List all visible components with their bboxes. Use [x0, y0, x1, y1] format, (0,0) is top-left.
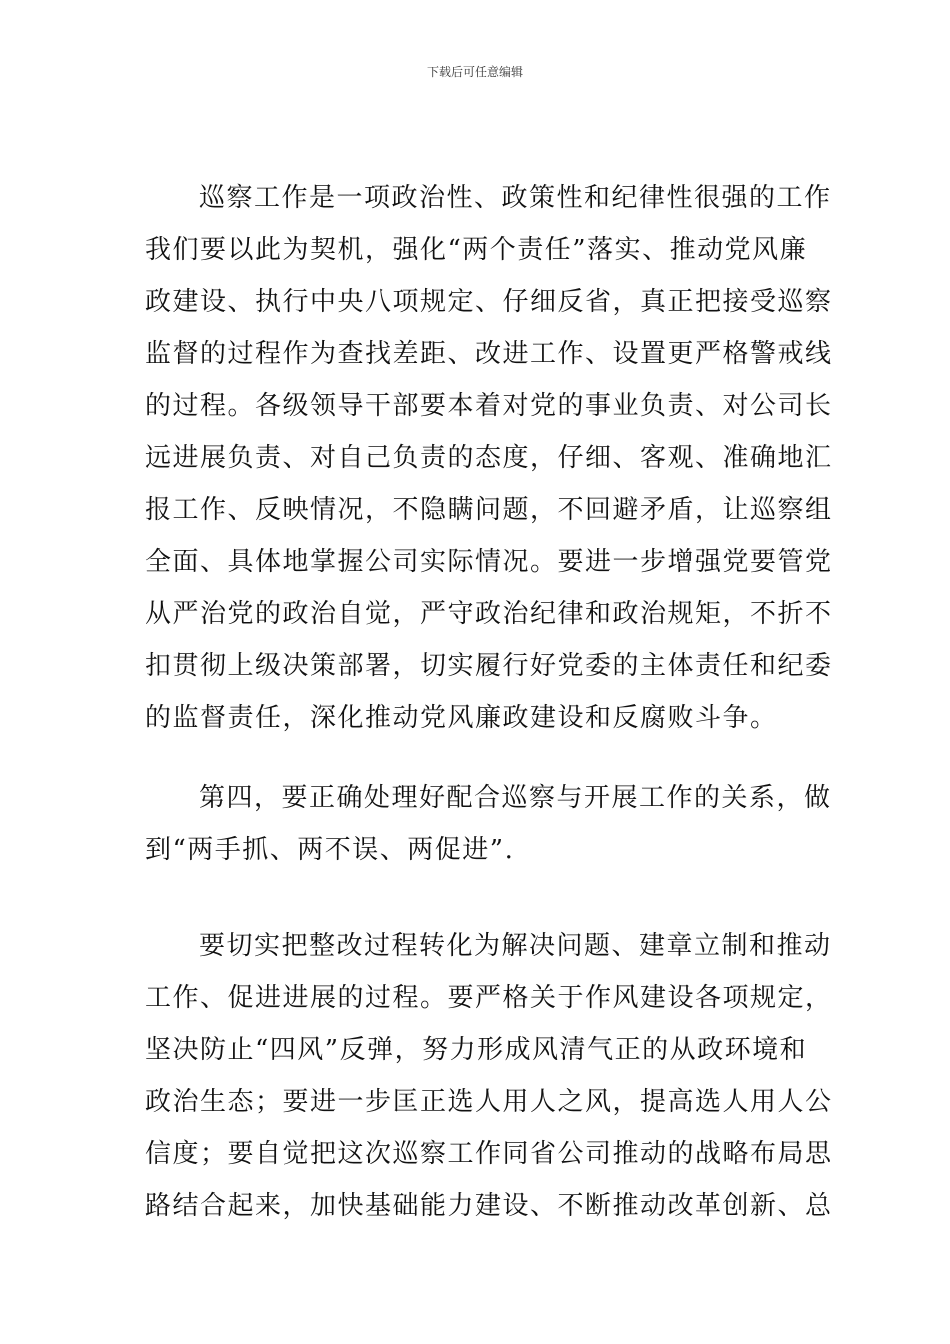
text-line: 政建设、执行中央八项规定、仔细反省，真正把接受巡察	[145, 287, 833, 317]
text-line: 监督的过程作为查找差距、改进工作、设置更严格警戒线	[145, 339, 833, 369]
text-line: 我们要以此为契机，强化“两个责任”落实、推动党风廉	[145, 235, 808, 265]
text-line: 从严治党的政治自觉，严守政治纪律和政治规矩，不折不	[145, 599, 833, 629]
text-line: 扣贯彻上级决策部署，切实履行好党委的主体责任和纪委	[145, 651, 833, 681]
text-line: 报工作、反映情况，不隐瞒问题，不回避矛盾，让巡察组	[145, 495, 833, 525]
text-line: 路结合起来，加快基础能力建设、不断推动改革创新、总	[145, 1191, 833, 1221]
paragraph-rectification	[145, 920, 833, 1232]
text-line: 到“两手抓、两不误、两促进”.	[145, 835, 515, 865]
text-line: 政治生态；要进一步匡正选人用人之风，提高选人用人公	[145, 1087, 833, 1117]
text-line: 工作、促进进展的过程。要严格关于作风建设各项规定，	[145, 983, 833, 1013]
text-line: 坚决防止“四风”反弹，努力形成风清气正的从政环境和	[145, 1035, 808, 1065]
paragraph-inspection-work	[145, 172, 833, 744]
text-line: 远进展负责、对自己负责的态度，仔细、客观、准确地汇	[145, 443, 833, 473]
page-header-note: 下载后可任意编辑	[426, 65, 523, 79]
text-line: 第四，要正确处理好配合巡察与开展工作的关系，做	[199, 783, 832, 813]
text-line: 全面、具体地掌握公司实际情况。要进一步增强党要管党	[145, 547, 833, 577]
text-line: 的监督责任，深化推动党风廉政建设和反腐败斗争。	[145, 703, 778, 733]
text-line: 的过程。各级领导干部要本着对党的事业负责、对公司长	[145, 391, 833, 421]
paragraph-fourth-point	[145, 772, 832, 876]
text-line: 要切实把整改过程转化为解决问题、建章立制和推动	[199, 931, 832, 961]
text-line: 巡察工作是一项政治性、政策性和纪律性很强的工作	[199, 183, 832, 213]
text-line: 信度；要自觉把这次巡察工作同省公司推动的战略布局思	[145, 1139, 833, 1169]
